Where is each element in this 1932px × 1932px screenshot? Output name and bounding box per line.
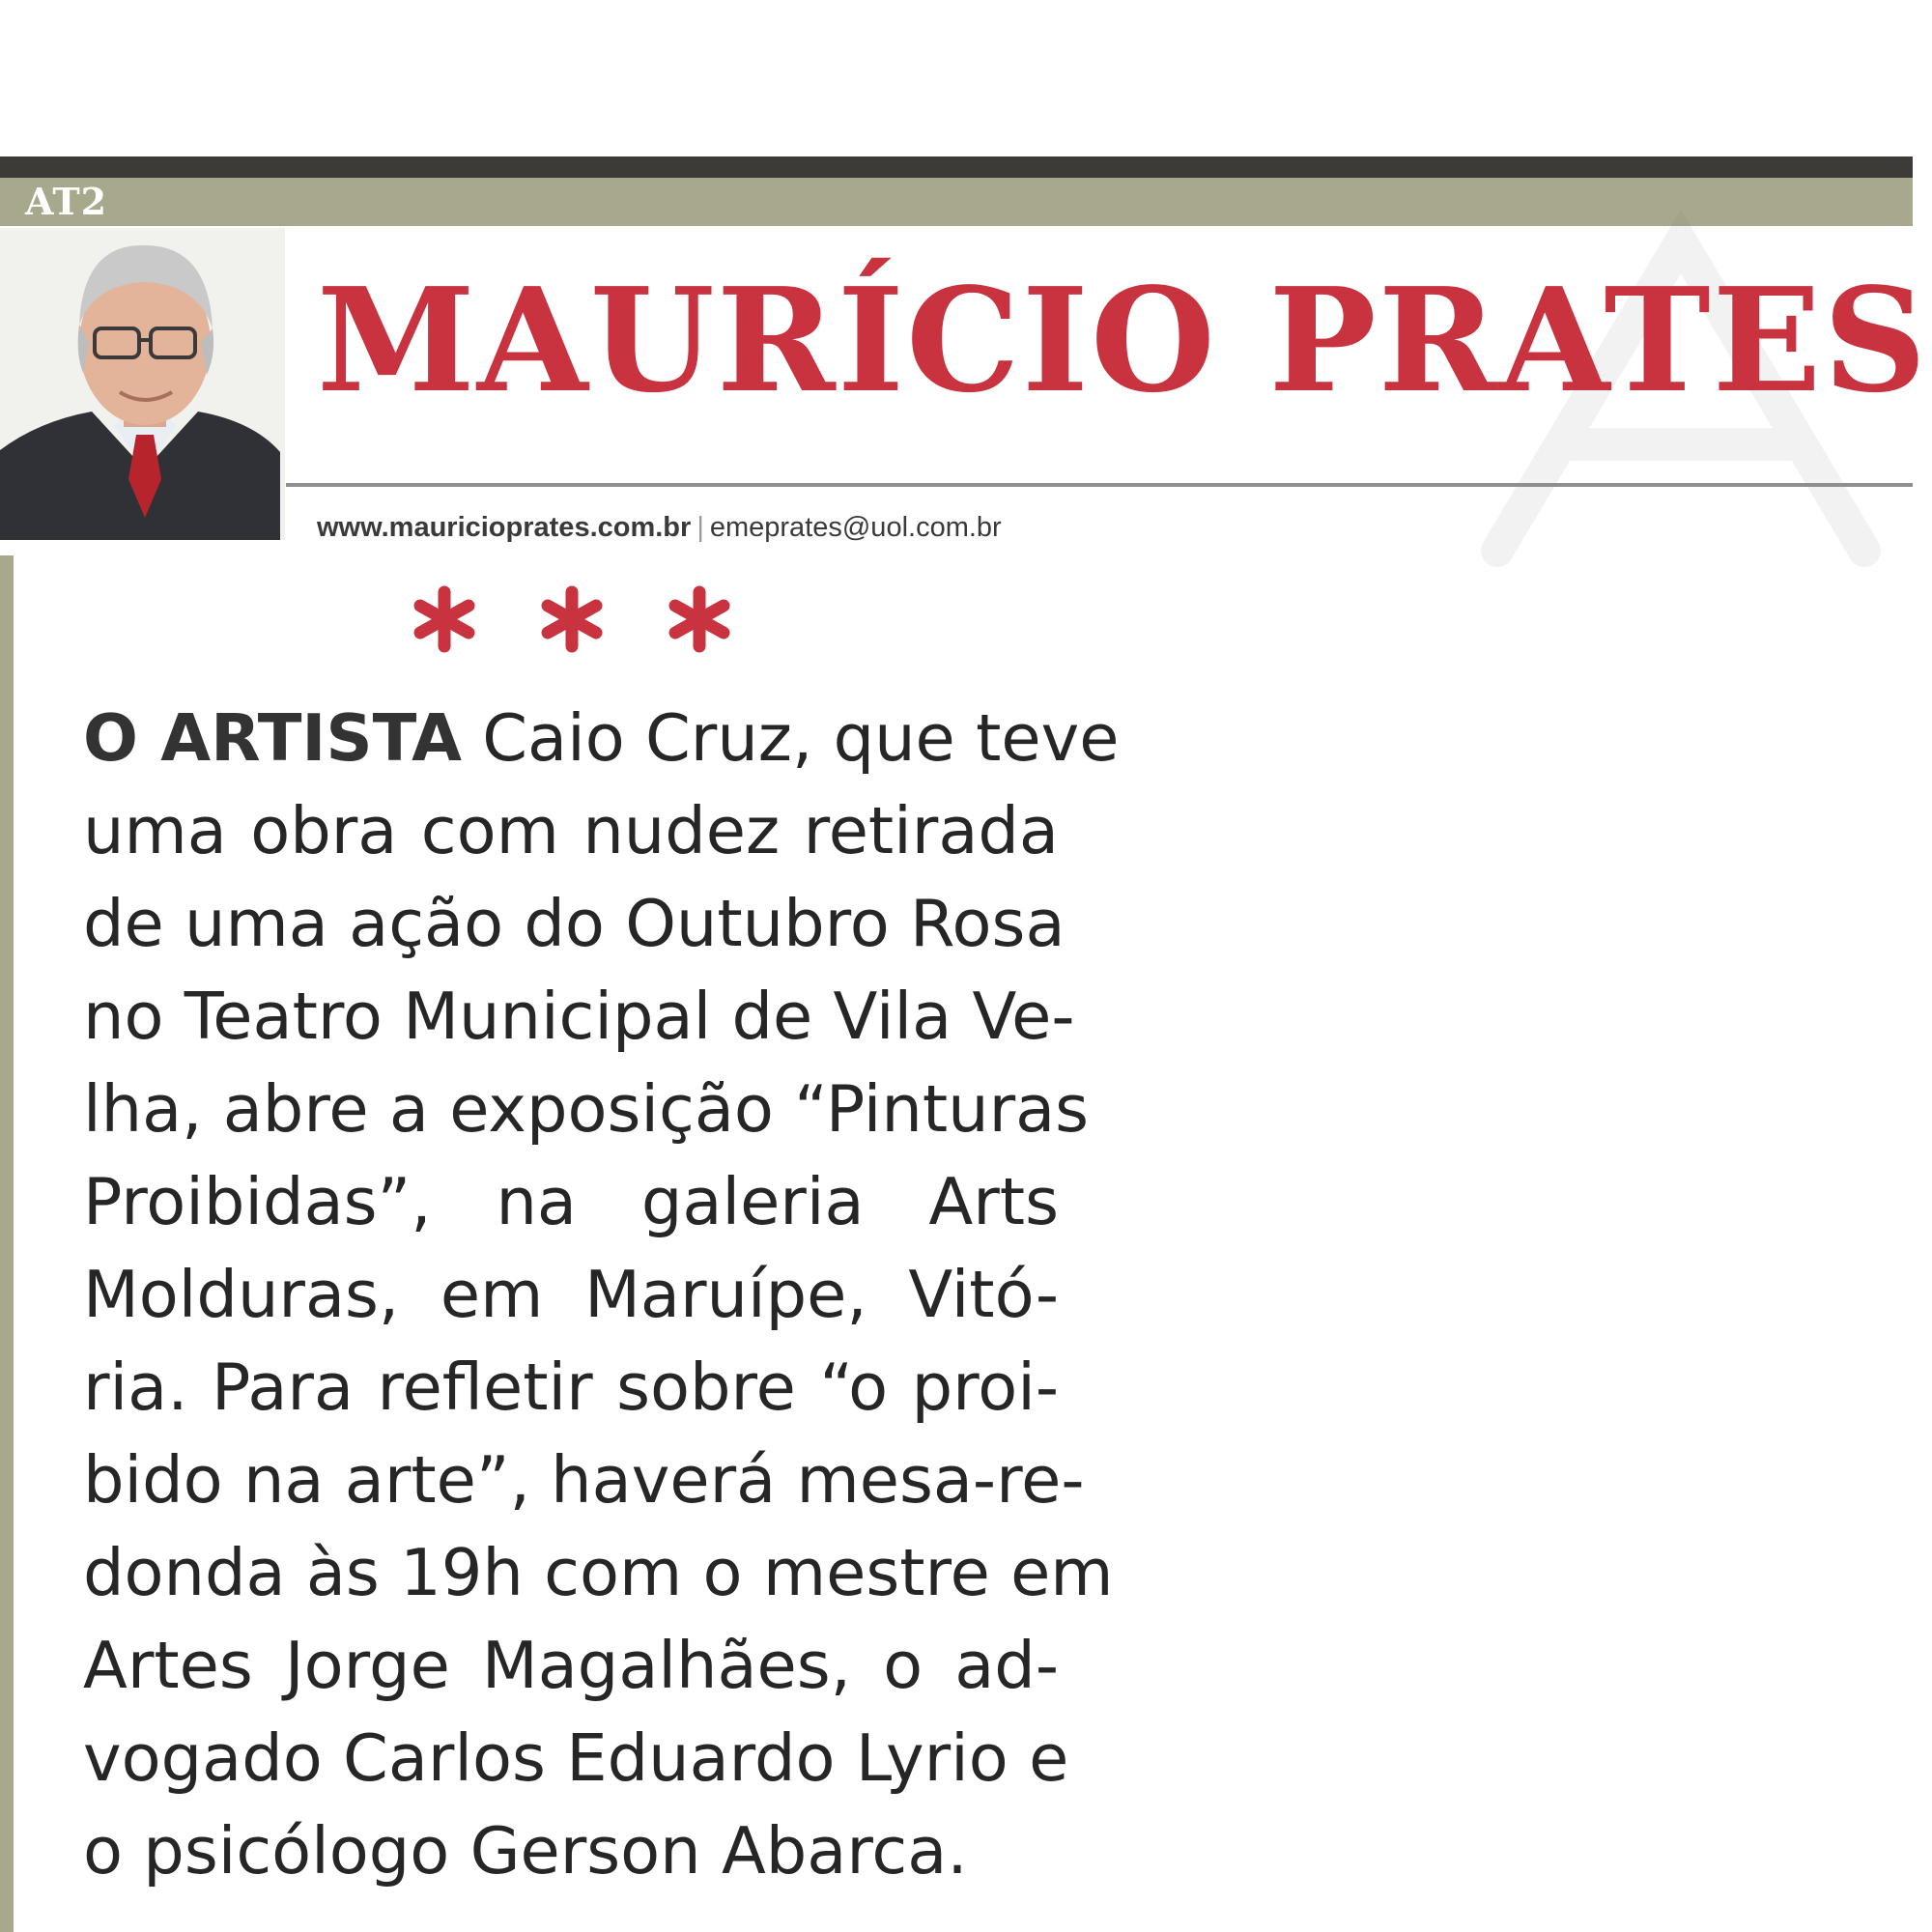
article-line: o psicólogo Gerson Abarca.: [83, 1813, 968, 1889]
article-line: Molduras, em Maruípe, Vitó-: [83, 1257, 1059, 1332]
top-bar: [0, 156, 1913, 178]
article-line: de uma ação do Outubro Rosa: [83, 886, 1065, 961]
article-line: O ARTISTA Caio Cruz, que teve: [83, 700, 1120, 776]
asterisk-icon: [675, 592, 724, 646]
article-line: vogado Carlos Eduardo Lyrio e: [83, 1720, 1069, 1796]
asterisk-icon: [548, 592, 596, 646]
contact-line: [317, 510, 1002, 545]
article-line: donda às 19h com o mestre em: [83, 1535, 1114, 1610]
article-line: uma obra com nudez retirada: [83, 793, 1059, 868]
article-lead: O ARTISTA: [83, 700, 462, 776]
columnist-portrait-icon: [0, 228, 285, 540]
article-line: ria. Para refletir sobre “o proi-: [83, 1350, 1059, 1425]
article-line: Artes Jorge Magalhães, o ad-: [83, 1628, 1059, 1703]
article-line: Proibidas”, na galeria Arts: [83, 1164, 1059, 1239]
header-divider: [286, 483, 1913, 487]
article-line: bido na arte”, haverá mesa-re-: [83, 1442, 1085, 1518]
columnist-name-heading: MAURÍCIO PRATES: [317, 256, 1929, 424]
article-line: no Teatro Municipal de Vila Ve-: [83, 979, 1075, 1054]
email-link[interactable]: emeprates@uol.com.br: [709, 512, 1002, 543]
column-left-rule: [0, 555, 14, 1932]
section-label: AT2: [25, 180, 108, 223]
article-body: [83, 692, 1120, 1897]
contact-separator: |: [696, 512, 704, 543]
article-line: lha, abre a exposição “Pinturas: [83, 1071, 1090, 1147]
website-link[interactable]: www.mauricioprates.com.br: [317, 512, 692, 543]
asterisk-divider: [406, 576, 734, 663]
asterisk-icon: [420, 592, 469, 646]
columnist-photo: [0, 228, 285, 540]
